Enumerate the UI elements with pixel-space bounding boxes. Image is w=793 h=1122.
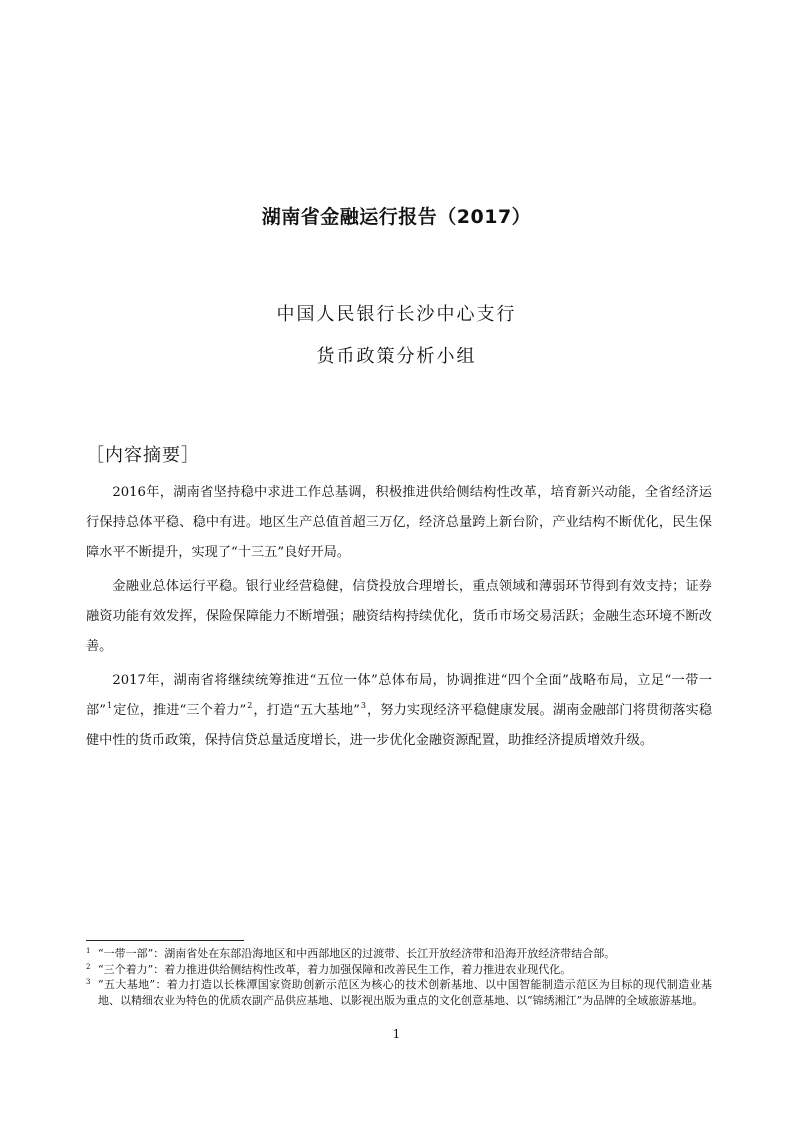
footnote-text: “一带一部”：湖南省处在东部沿海地区和中西部地区的过渡带、长江开放经济带和沿海开放经济带结合部。: [98, 947, 616, 960]
document-title: 湖南省金融运行报告（2017）: [261, 206, 532, 228]
footnote-ref-1[interactable]: 1: [107, 701, 113, 711]
paragraph-3-text-part-3: ，打造“五大基地”: [253, 703, 360, 719]
footnote-text: “五大基地”：着力打造以长株潭国家资助创新示范区为核心的技术创新基地、以中国智能制造示范区为目标的现代制造业基地、以精细农业为特色的优质农副产品供应基地、以影视出版为重点的文化创意基地、以“锦绣湘江”为品牌的全域旅游基地。: [98, 978, 712, 1007]
paragraph-3-text-part-2: 定位，推进“三个着力”: [113, 703, 247, 719]
paragraph-3-text-part-4: ，努力实现经济平稳健康发展。湖南金融部门将贯彻落实稳健中性的货币政策，保持信贷总量适度增长，进一步优化金融资源配置，助推经济提质增效升级。: [86, 703, 713, 749]
footnote-3: [86, 977, 712, 1008]
paragraph-3-text-part-1: 2017年，湖南省将继续统筹推进“五位一体”总体布局，协调推进“四个全面”战略布局，立足“一带一部”: [86, 673, 712, 719]
footnotes-section: [86, 946, 712, 1008]
footnote-number: 1: [86, 947, 91, 955]
footnote-2: [86, 962, 712, 978]
page-number: 1: [392, 1027, 401, 1041]
footnote-1: [86, 946, 712, 962]
abstract-body: [86, 478, 712, 760]
footnote-text: “三个着力”：着力推进供给侧结构性改革，着力加强保障和改善民生工作，着力推进农业现代化。: [98, 962, 572, 976]
abstract-paragraph-2: 金融业总体运行平稳。银行业经营稳健，信贷投放合理增长，重点领域和薄弱环节得到有效支持；证券融资功能有效发挥，保险保障能力不断增强；融资结构持续优化，货币市场交易活跃；金融生态环境不断改善。: [86, 579, 712, 655]
footnote-number: 2: [86, 962, 91, 971]
footnote-ref-2[interactable]: 2: [247, 701, 253, 711]
footnote-ref-3[interactable]: 3: [360, 701, 366, 711]
abstract-heading: ［内容摘要］: [86, 445, 200, 466]
abstract-paragraph-1: 2016年，湖南省坚持稳中求进工作总基调，积极推进供给侧结构性改革，培育新兴动能，全省经济运行保持总体平稳、稳中有进。地区生产总值首超三万亿，经济总量跨上新台阶，产业结构不断优化，民生保障水平不断提升，实现了“十三五”良好开局。: [86, 485, 712, 561]
footnote-divider: [86, 940, 244, 941]
abstract-paragraph-3: [86, 666, 712, 757]
author-organization: 中国人民银行长沙中心支行: [276, 304, 517, 325]
footnote-number: 3: [86, 978, 91, 986]
author-group: 货币政策分析小组: [316, 346, 477, 367]
